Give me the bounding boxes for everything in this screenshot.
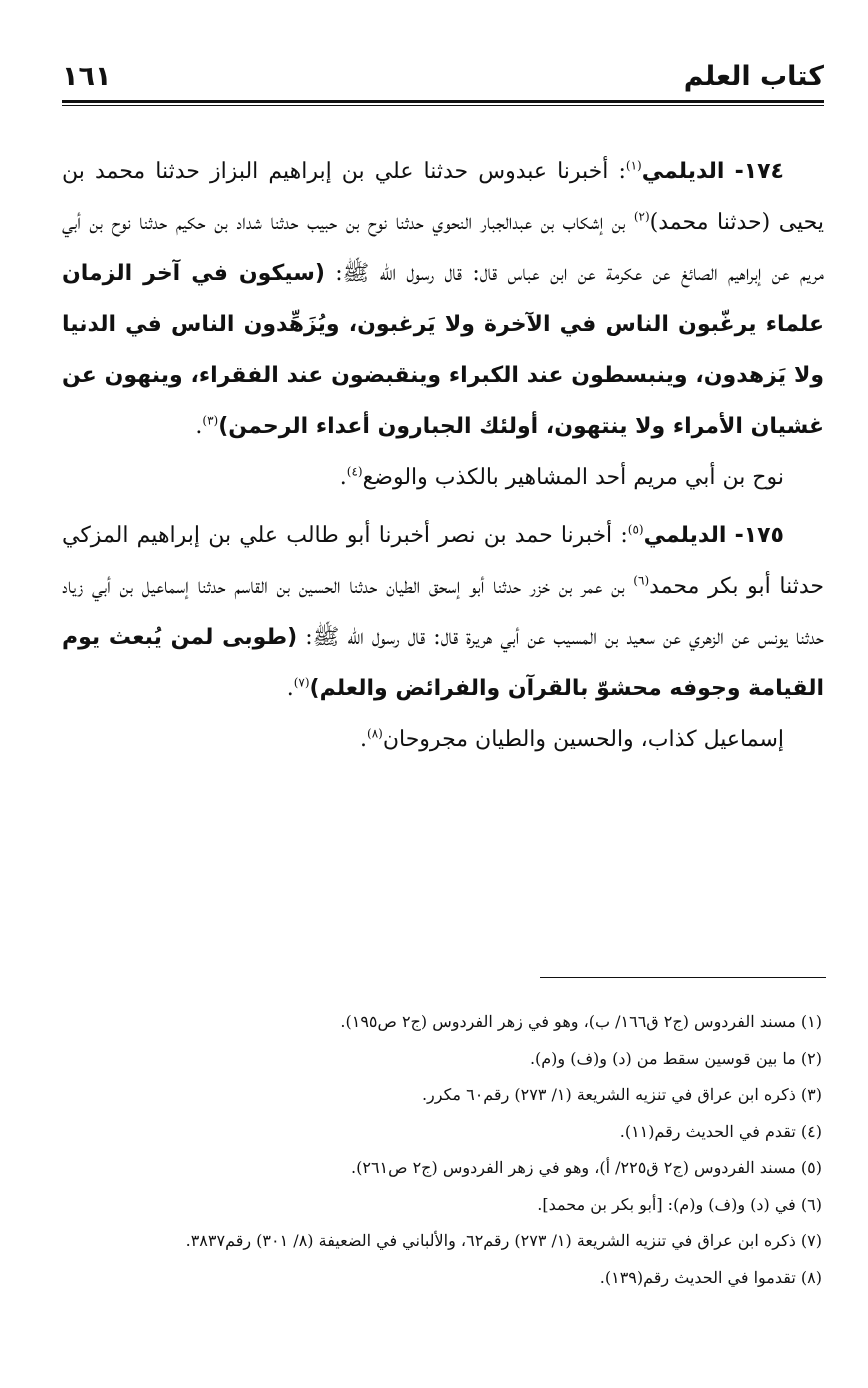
footnote-ref: (٨): [367, 726, 383, 741]
page-number: ١٦١: [62, 61, 112, 92]
footnote: (٤) تقدم في الحديث رقم(١١).: [619, 1121, 822, 1141]
footnote: (٢) ما بين قوسين سقط من (د) و(ف) و(م).: [529, 1048, 822, 1068]
entry-number: ١٧٤-: [734, 159, 784, 184]
entry-comment: [62, 452, 824, 503]
footnote-ref: (٢): [633, 209, 650, 224]
entry-end: .: [195, 414, 203, 439]
hadith-text: (سيكون في آخر الزمان علماء يرغّبون الناس في الآخرة ولا يَرغبون، ويُزَهِّدون الناس في الدنيا ولا يَزهدون، وينبسطون عند الكبراء وينقبضون عند الفقراء، وينهون عن غشيان الأمراء ولا ينتهون، أولئك الجبارون أعداء الرحمن): [62, 261, 824, 439]
isnad-text: بن عمر بن خزر حدثنا أبو إسحق الطيان حدثنا الحسين بن القاسم حدثنا إسماعيل بن أبي زياد حدثنا يونس عن الزهري عن سعيد بن المسيب عن أبي هريرة قال: قال رسول الله ﷺ:: [62, 574, 825, 650]
footnote: (٣) ذكره ابن عراق في تنزيه الشريعة (١/ ٢٧٣) رقم٦٠ مكرر.: [421, 1085, 822, 1104]
running-title: كتاب العلم: [683, 61, 824, 92]
footnote: (٦) في (د) و(ف) و(م): [أبو بكر بن محمد].: [537, 1194, 822, 1214]
footnotes: [62, 1004, 822, 1296]
comment-text: نوح بن أبي مريم أحد المشاهير بالكذب والوضع: [362, 465, 784, 490]
footnote-ref: (٥): [627, 522, 644, 537]
isnad-text: : أخبرنا عبدوس حدثنا علي بن إبراهيم البزاز حدثنا محمد بن يحيى (حدثنا محمد): [62, 159, 824, 235]
footnote: (٨) تقدموا في الحديث رقم(١٣٩).: [599, 1267, 822, 1287]
footnote-ref: (١): [625, 158, 642, 173]
entry-source: الديلمي: [641, 159, 725, 184]
comment-end: .: [339, 465, 347, 490]
footnote: (٥) مسند الفردوس (ج٢ ق٢٢٥/ أ)، وهو في زهر الفردوس (ج٢ ص٢٦١).: [351, 1158, 822, 1177]
footnote-ref: (٦): [633, 573, 650, 588]
header-rule: [62, 100, 824, 106]
isnad-text: : أخبرنا حمد بن نصر أخبرنا أبو طالب علي بن إبراهيم المزكي حدثنا أبو بكر محمد: [62, 523, 825, 599]
hadith-text: (طوبى لمن يُبعث يوم القيامة وجوفه محشوّ بالقرآن والفرائض والعلم): [62, 625, 824, 701]
hadith-entry-174: [62, 146, 824, 452]
entry-comment: [62, 714, 824, 765]
footnote: (٧) ذكره ابن عراق في تنزيه الشريعة (١/ ٢٧٣) رقم٦٢، والألباني في الضعيفة (٨/ ٣٠١) رقم٣٨٣٧.: [185, 1231, 822, 1250]
footnote-ref: (٣): [202, 413, 219, 428]
footnote-ref: (٤): [346, 464, 363, 479]
comment-text: إسماعيل كذاب، والحسين والطيان مجروحان: [382, 727, 784, 752]
main-text: [62, 146, 824, 765]
page-header: [62, 52, 824, 92]
isnad-text: بن إشكاب بن عبدالجبار النحوي حدثنا نوح بن حبيب حدثنا شداد بن حكيم حدثنا نوح بن أبي مريم عن إبراهيم الصائغ عن عكرمة عن ابن عباس قال: قال رسول الله ﷺ:: [62, 210, 825, 286]
entry-number: ١٧٥-: [734, 523, 784, 548]
footnote-ref: (٧): [293, 675, 310, 690]
comment-end: .: [360, 727, 368, 752]
entry-source: الديلمي: [643, 523, 727, 548]
entry-end: .: [286, 676, 294, 701]
footnote: (١) مسند الفردوس (ج٢ ق١٦٦/ ب)، وهو في زهر الفردوس (ج٢ ص١٩٥).: [340, 1012, 822, 1031]
footnote-separator: [540, 977, 826, 978]
hadith-entry-175: [62, 510, 824, 714]
